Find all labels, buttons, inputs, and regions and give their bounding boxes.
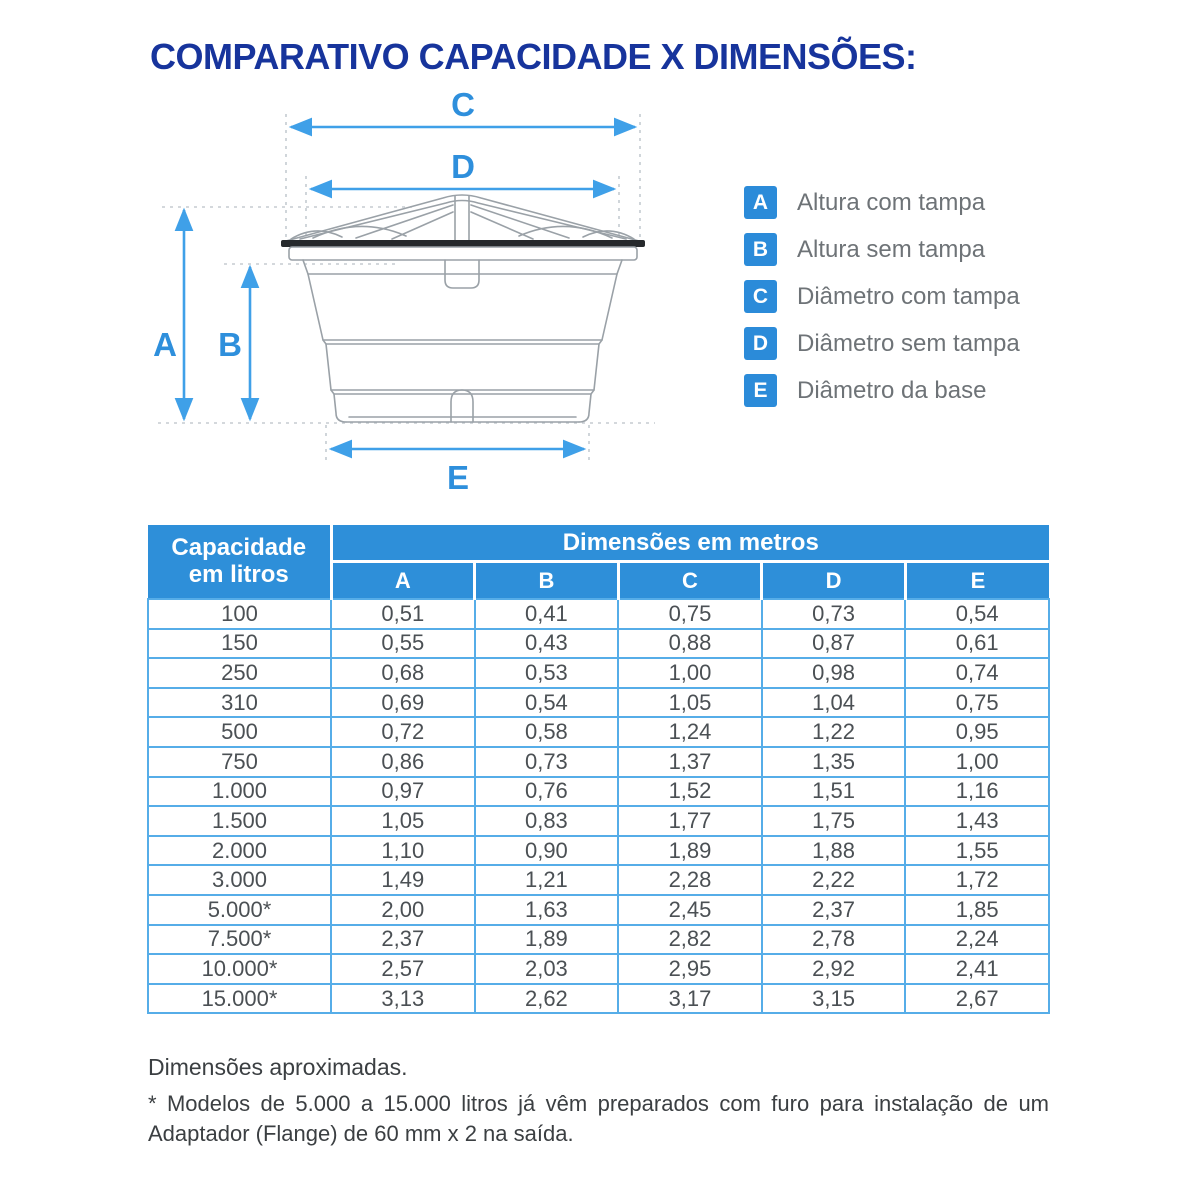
- table-row: [148, 599, 1049, 629]
- dimension-value-cell: 1,77: [618, 806, 762, 836]
- table-row: [148, 984, 1049, 1014]
- dim-label-d: D: [451, 148, 475, 185]
- table-row: [148, 925, 1049, 955]
- tank-drawing: [281, 195, 645, 422]
- capacity-cell: 250: [148, 658, 331, 688]
- table-row: [148, 717, 1049, 747]
- approx-dimensions-note: Dimensões aproximadas.: [148, 1054, 408, 1080]
- dimension-value-cell: 1,52: [618, 777, 762, 807]
- dimension-value-cell: 0,54: [475, 688, 619, 718]
- dimension-value-cell: 0,75: [905, 688, 1049, 718]
- dim-label-e: E: [446, 459, 470, 496]
- dim-label-a: A: [153, 326, 177, 363]
- capacity-header-line1: Capacidade: [171, 533, 307, 561]
- dimension-value-cell: 1,22: [762, 717, 906, 747]
- capacity-cell: 1.500: [148, 806, 331, 836]
- dimension-value-cell: 1,24: [618, 717, 762, 747]
- table-row: [148, 895, 1049, 925]
- capacity-cell: 7.500*: [148, 925, 331, 955]
- table-row: [148, 836, 1049, 866]
- guide-lines: [158, 114, 655, 462]
- dimension-value-cell: 0,55: [331, 629, 475, 659]
- dimension-value-cell: 1,63: [475, 895, 619, 925]
- capacity-cell: 1.000: [148, 777, 331, 807]
- dimension-value-cell: 0,86: [331, 747, 475, 777]
- dimension-value-cell: 0,98: [762, 658, 906, 688]
- dimension-value-cell: 0,88: [618, 629, 762, 659]
- column-header-d: D: [762, 562, 906, 600]
- table-row: [148, 806, 1049, 836]
- dimension-value-cell: 2,67: [905, 984, 1049, 1014]
- dimension-value-cell: 0,76: [475, 777, 619, 807]
- dimension-value-cell: 3,13: [331, 984, 475, 1014]
- legend-item-b: [744, 233, 1020, 266]
- dimension-value-cell: 0,69: [331, 688, 475, 718]
- capacity-cell: 2.000: [148, 836, 331, 866]
- dimension-value-cell: 1,43: [905, 806, 1049, 836]
- dimension-value-cell: 0,75: [618, 599, 762, 629]
- dimension-value-cell: 0,90: [475, 836, 619, 866]
- dimension-value-cell: 0,95: [905, 717, 1049, 747]
- capacity-cell: 3.000: [148, 865, 331, 895]
- legend-key-badge: A: [744, 186, 777, 219]
- capacity-cell: 15.000*: [148, 984, 331, 1014]
- dimension-value-cell: 1,89: [475, 925, 619, 955]
- column-header-a: A: [331, 562, 475, 600]
- tank-body-right: [579, 260, 622, 422]
- column-header-b: B: [475, 562, 619, 600]
- dimension-value-cell: 1,85: [905, 895, 1049, 925]
- legend-label: Altura com tampa: [797, 188, 986, 216]
- dimension-value-cell: 1,21: [475, 865, 619, 895]
- dimension-value-cell: 1,37: [618, 747, 762, 777]
- capacity-cell: 10.000*: [148, 954, 331, 984]
- legend-label: Diâmetro da base: [797, 376, 987, 404]
- dimension-value-cell: 1,89: [618, 836, 762, 866]
- table-row: [148, 777, 1049, 807]
- column-header-c: C: [618, 562, 762, 600]
- rim-flange: [289, 247, 637, 260]
- legend-item-d: [744, 327, 1020, 360]
- dimension-value-cell: 1,16: [905, 777, 1049, 807]
- legend-key-badge: B: [744, 233, 777, 266]
- asterisk-footnote: * Modelos de 5.000 a 15.000 litros já vêm preparados com furo para instalação de um Adaptador (Flange) de 60 mm x 2 na saída.: [148, 1091, 1049, 1147]
- dimension-value-cell: 1,49: [331, 865, 475, 895]
- legend-item-c: [744, 280, 1020, 313]
- dimension-value-cell: 2,62: [475, 984, 619, 1014]
- dimension-value-cell: 0,68: [331, 658, 475, 688]
- legend-key-badge: C: [744, 280, 777, 313]
- page-title: COMPARATIVO CAPACIDADE X DIMENSÕES:: [150, 36, 917, 77]
- legend-key-badge: D: [744, 327, 777, 360]
- dimension-value-cell: 2,00: [331, 895, 475, 925]
- dimension-value-cell: 0,61: [905, 629, 1049, 659]
- legend-key-badge: E: [744, 374, 777, 407]
- dimension-value-cell: 1,00: [618, 658, 762, 688]
- dimension-value-cell: 1,35: [762, 747, 906, 777]
- column-header-capacity: [148, 525, 331, 599]
- table-row: [148, 658, 1049, 688]
- legend-label: Diâmetro sem tampa: [797, 329, 1020, 357]
- legend-item-e: [744, 374, 1020, 407]
- capacity-cell: 150: [148, 629, 331, 659]
- dimension-value-cell: 0,41: [475, 599, 619, 629]
- dimension-value-cell: 1,10: [331, 836, 475, 866]
- dimension-value-cell: 1,75: [762, 806, 906, 836]
- dimension-value-cell: 0,73: [475, 747, 619, 777]
- dimension-value-cell: 0,73: [762, 599, 906, 629]
- dimension-value-cell: 0,87: [762, 629, 906, 659]
- dimension-value-cell: 2,37: [762, 895, 906, 925]
- dimension-value-cell: 1,05: [331, 806, 475, 836]
- dimension-value-cell: 1,04: [762, 688, 906, 718]
- dimension-value-cell: 2,92: [762, 954, 906, 984]
- capacity-cell: 100: [148, 599, 331, 629]
- dim-label-b: B: [218, 326, 242, 363]
- dimension-value-cell: 1,88: [762, 836, 906, 866]
- capacity-dimensions-table: [147, 525, 1050, 1014]
- tank-dimension-diagram: [150, 92, 750, 502]
- capacity-header-line2: em litros: [188, 560, 289, 588]
- dimension-value-cell: 3,17: [618, 984, 762, 1014]
- dimension-value-cell: 0,72: [331, 717, 475, 747]
- capacity-cell: 310: [148, 688, 331, 718]
- column-header-dimensions: Dimensões em metros: [331, 525, 1049, 562]
- dimension-value-cell: 2,28: [618, 865, 762, 895]
- table-row: [148, 688, 1049, 718]
- dimension-value-cell: 1,55: [905, 836, 1049, 866]
- dimension-value-cell: 0,74: [905, 658, 1049, 688]
- dimension-value-cell: 0,43: [475, 629, 619, 659]
- capacity-cell: 5.000*: [148, 895, 331, 925]
- dimension-value-cell: 2,82: [618, 925, 762, 955]
- dimension-legend: [744, 186, 1020, 421]
- dimension-arrows: [184, 127, 635, 449]
- table-row: [148, 954, 1049, 984]
- lid-outline: [286, 195, 639, 241]
- capacity-cell: 750: [148, 747, 331, 777]
- dimension-value-cell: 1,00: [905, 747, 1049, 777]
- lid-rim-gasket: [281, 240, 645, 247]
- table-row: [148, 865, 1049, 895]
- table-row: [148, 747, 1049, 777]
- column-header-e: E: [905, 562, 1049, 600]
- legend-item-a: [744, 186, 1020, 219]
- dimension-value-cell: 0,51: [331, 599, 475, 629]
- dimension-value-cell: 0,54: [905, 599, 1049, 629]
- dimension-value-cell: 2,45: [618, 895, 762, 925]
- dimension-value-cell: 3,15: [762, 984, 906, 1014]
- dimension-value-cell: 2,78: [762, 925, 906, 955]
- legend-label: Diâmetro com tampa: [797, 282, 1020, 310]
- dimension-value-cell: 1,51: [762, 777, 906, 807]
- dimension-value-cell: 0,97: [331, 777, 475, 807]
- dimension-value-cell: 0,58: [475, 717, 619, 747]
- dimension-value-cell: 2,03: [475, 954, 619, 984]
- dimension-value-cell: 1,72: [905, 865, 1049, 895]
- table-row: [148, 629, 1049, 659]
- dimension-value-cell: 2,22: [762, 865, 906, 895]
- dimension-value-cell: 2,57: [331, 954, 475, 984]
- dimension-value-cell: 0,53: [475, 658, 619, 688]
- legend-label: Altura sem tampa: [797, 235, 986, 263]
- dimension-value-cell: 1,05: [618, 688, 762, 718]
- tank-body-left: [303, 260, 346, 422]
- dim-label-c: C: [451, 92, 475, 123]
- dimension-value-cell: 0,83: [475, 806, 619, 836]
- dimension-value-cell: 2,24: [905, 925, 1049, 955]
- capacity-cell: 500: [148, 717, 331, 747]
- dimension-value-cell: 2,37: [331, 925, 475, 955]
- dimension-value-cell: 2,95: [618, 954, 762, 984]
- dimension-value-cell: 2,41: [905, 954, 1049, 984]
